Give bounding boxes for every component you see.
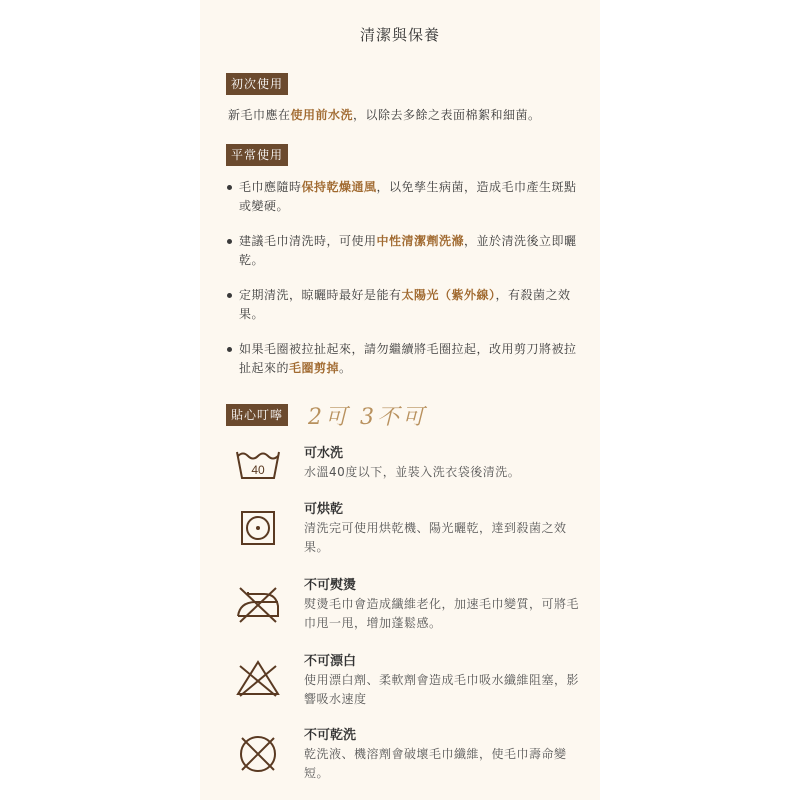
tumble-dry-icon	[234, 508, 282, 548]
care-title: 不可熨燙	[304, 578, 357, 593]
bullet-post: ，並於清洗後立即曬乾。	[239, 234, 577, 267]
care-item	[304, 576, 584, 633]
bullet-post: 。	[339, 361, 352, 375]
care-desc: 使用漂白劑、柔軟劑會造成毛巾吸水纖維阻塞，影響吸水速度	[304, 673, 580, 706]
bullet-pre: 如果毛圈被拉扯起來，請勿繼續將毛圈拉起，改用剪刀將被拉扯起來的	[239, 342, 577, 375]
care-desc: 熨燙毛巾會造成纖維老化，加速毛巾變質，可將毛巾甩一甩，增加蓬鬆感。	[304, 597, 580, 630]
first-use-text	[228, 106, 578, 125]
care-item	[304, 726, 584, 783]
bullet-highlight: 保持乾燥通風	[301, 180, 377, 194]
page-title: 清潔與保養	[359, 26, 440, 44]
care-desc: 水溫40度以下，並裝入洗衣袋後清洗。	[304, 465, 521, 479]
text-post: ，以除去多餘之表面棉絮和細菌。	[353, 108, 541, 122]
bullet-post: ，有殺菌之效果。	[239, 288, 571, 321]
care-title: 可烘乾	[304, 502, 344, 517]
bullet-pre: 定期清洗，晾曬時最好是能有	[239, 288, 402, 302]
care-title: 不可乾洗	[304, 728, 357, 743]
care-item	[304, 444, 584, 482]
no-dry-clean-icon	[234, 734, 282, 774]
bullet-item	[226, 178, 582, 216]
washing-40-icon	[234, 446, 282, 486]
bullet-item	[226, 340, 582, 378]
care-item	[304, 652, 584, 709]
tag-daily-use: 平常使用	[226, 144, 288, 166]
no-iron-icon	[234, 584, 282, 624]
text-pre: 新毛巾應在	[228, 108, 291, 122]
care-panel	[200, 0, 600, 800]
bullet-highlight: 太陽光（紫外線）	[401, 288, 496, 302]
bullet-item	[226, 286, 582, 324]
bullet-highlight: 中性清潔劑洗滌	[376, 234, 465, 248]
care-desc: 清洗完可使用烘乾機、陽光曬乾，達到殺菌之效果。	[304, 521, 567, 554]
bullet-pre: 毛巾應隨時	[239, 180, 302, 194]
icon-label: 40	[251, 463, 265, 477]
care-title: 可水洗	[304, 446, 344, 461]
tag-first-use: 初次使用	[226, 73, 288, 95]
care-item	[304, 500, 584, 557]
bullet-highlight: 毛圈剪掉	[289, 361, 340, 375]
bullet-item	[226, 232, 582, 270]
bullet-pre: 建議毛巾清洗時，可使用	[239, 234, 377, 248]
tag-tips: 貼心叮嚀	[226, 404, 288, 426]
bullet-post: ，以免孳生病菌，造成毛巾產生斑點或變硬。	[239, 180, 577, 213]
slogan: 2可 3不可	[308, 405, 427, 430]
care-desc: 乾洗液、機溶劑會破壞毛巾纖維，使毛巾壽命變短。	[304, 747, 567, 780]
no-bleach-icon	[234, 658, 282, 698]
text-highlight: 使用前水洗	[290, 108, 354, 122]
care-title: 不可漂白	[304, 654, 357, 669]
